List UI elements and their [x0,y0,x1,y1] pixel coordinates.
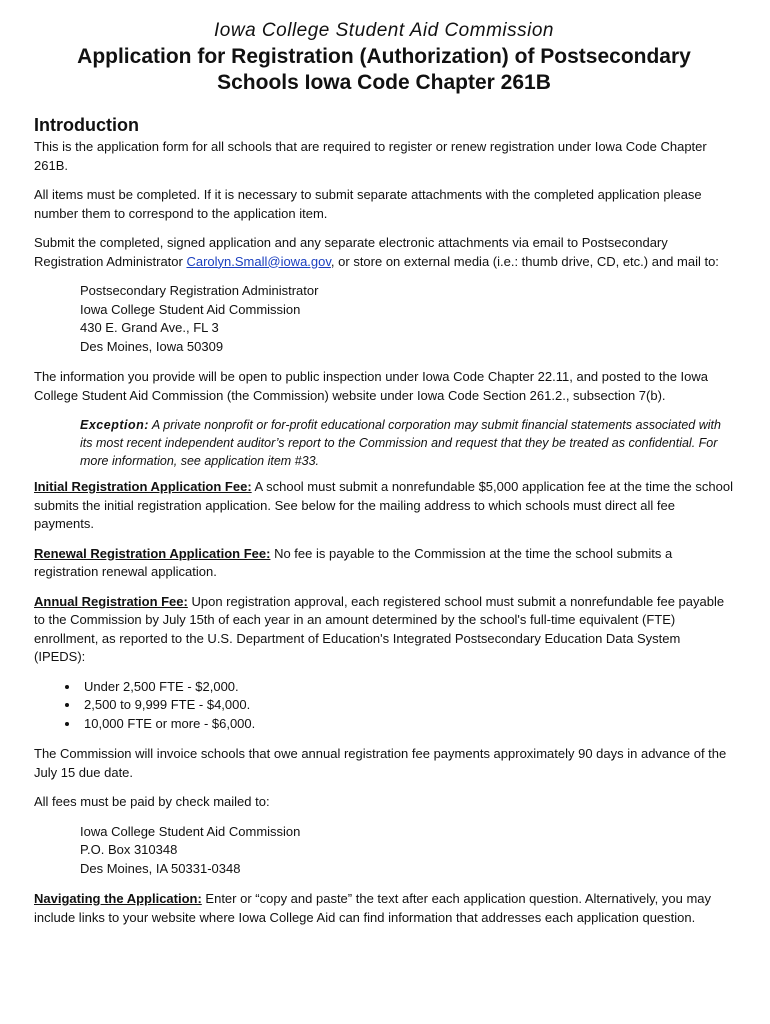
renewal-fee-label: Renewal Registration Application Fee: [34,545,271,561]
mailing-address [80,282,734,356]
address-line: Iowa College Student Aid Commission [80,823,301,839]
fee-tier-item: • 2,500 to 9,999 FTE - $4,000. [80,696,734,715]
navigating-text: Enter or “copy and paste” the text after each application question. Alternatively, you may include links to your website where Iowa College Aid can find information that addresses each application question. [34,891,712,925]
document-page [34,18,734,938]
fee-tier-list [34,678,734,734]
address-line: 430 E. Grand Ave., FL 3 [80,320,219,335]
agency-name: Iowa College Student Aid Commission [214,20,554,41]
navigating-paragraph [34,890,734,927]
initial-fee-text: A school must submit a nonrefundable $5,000 application fee at the time the school submits the initial registration application. See below for the mailing address to which schools must direct all fee payments. [34,479,733,531]
annual-fee-label: Annual Registration Fee: [34,593,188,609]
email-link[interactable]: Carolyn.Small@iowa.gov [186,253,331,269]
renewal-fee-text: No fee is payable to the Commission at the time the school submits a registration renewal application. [34,545,673,579]
intro-paragraph-3 [34,234,734,271]
initial-fee-paragraph [34,478,734,534]
address-line: P.O. Box 310348 [80,842,178,857]
fee-tier-item: • 10,000 FTE or more - $6,000. [80,715,734,734]
intro-paragraph-1: This is the application form for all schools that are required to register or renew registration under Iowa Code Chapter 261B. [34,139,707,173]
payment-address [80,823,734,879]
annual-fee-text: Upon registration approval, each registered school must submit a nonrefundable fee payable to the Commission by July 15th of each year in an amount determined by the school's full-time equivalent (FTE) enrollment, as reported to the U.S. Department of Education's Integrated Postsecondary Education Data System (IPEDS): [34,593,725,664]
intro-heading: Introduction [34,115,139,135]
exception-text: A private nonprofit or for-profit educational corporation may submit financial statements associated with its most recent independent auditor’s report to the Commission and request that they be treated as confidential. For more information, see application item #33. [80,418,721,468]
annual-fee-paragraph [34,593,734,667]
renewal-fee-paragraph [34,545,734,582]
fee-tier-item: • Under 2,500 FTE - $2,000. [80,678,734,697]
exception-note [80,416,734,470]
address-line: Iowa College Student Aid Commission [80,301,301,317]
submit-text: Submit the completed, signed application and any separate electronic attachments via email to Postsecondary Registration Administrator [34,235,668,269]
address-line: Des Moines, Iowa 50309 [80,338,224,354]
intro-paragraph-2: All items must be completed. If it is necessary to submit separate attachments with the completed application please number them to correspond to the application item. [34,187,702,221]
address-line: Des Moines, IA 50331-0348 [80,860,241,876]
public-inspection-paragraph: The information you provide will be open to public inspection under Iowa Code Chapter 22.11, and posted to the Iowa College Student Aid Commission (the Commission) website under Iowa Code Section 261.2., subsection 7(b). [34,369,709,403]
invoice-paragraph: The Commission will invoice schools that owe annual registration fee payments approximately 90 days in advance of the July 15 due date. [34,746,727,780]
document-title: Application for Registration (Authorization) of Postsecondary Schools Iowa Code Chapter 261B [77,45,691,94]
submit-text-tail: , or store on external media (i.e.: thumb drive, CD, etc.) and mail to: [330,253,719,269]
navigating-label: Navigating the Application: [34,891,202,906]
exception-label: Exception: [80,418,149,432]
address-line: Postsecondary Registration Administrator [80,283,319,298]
initial-fee-label: Initial Registration Application Fee: [34,479,252,494]
check-paragraph: All fees must be paid by check mailed to: [34,794,270,809]
